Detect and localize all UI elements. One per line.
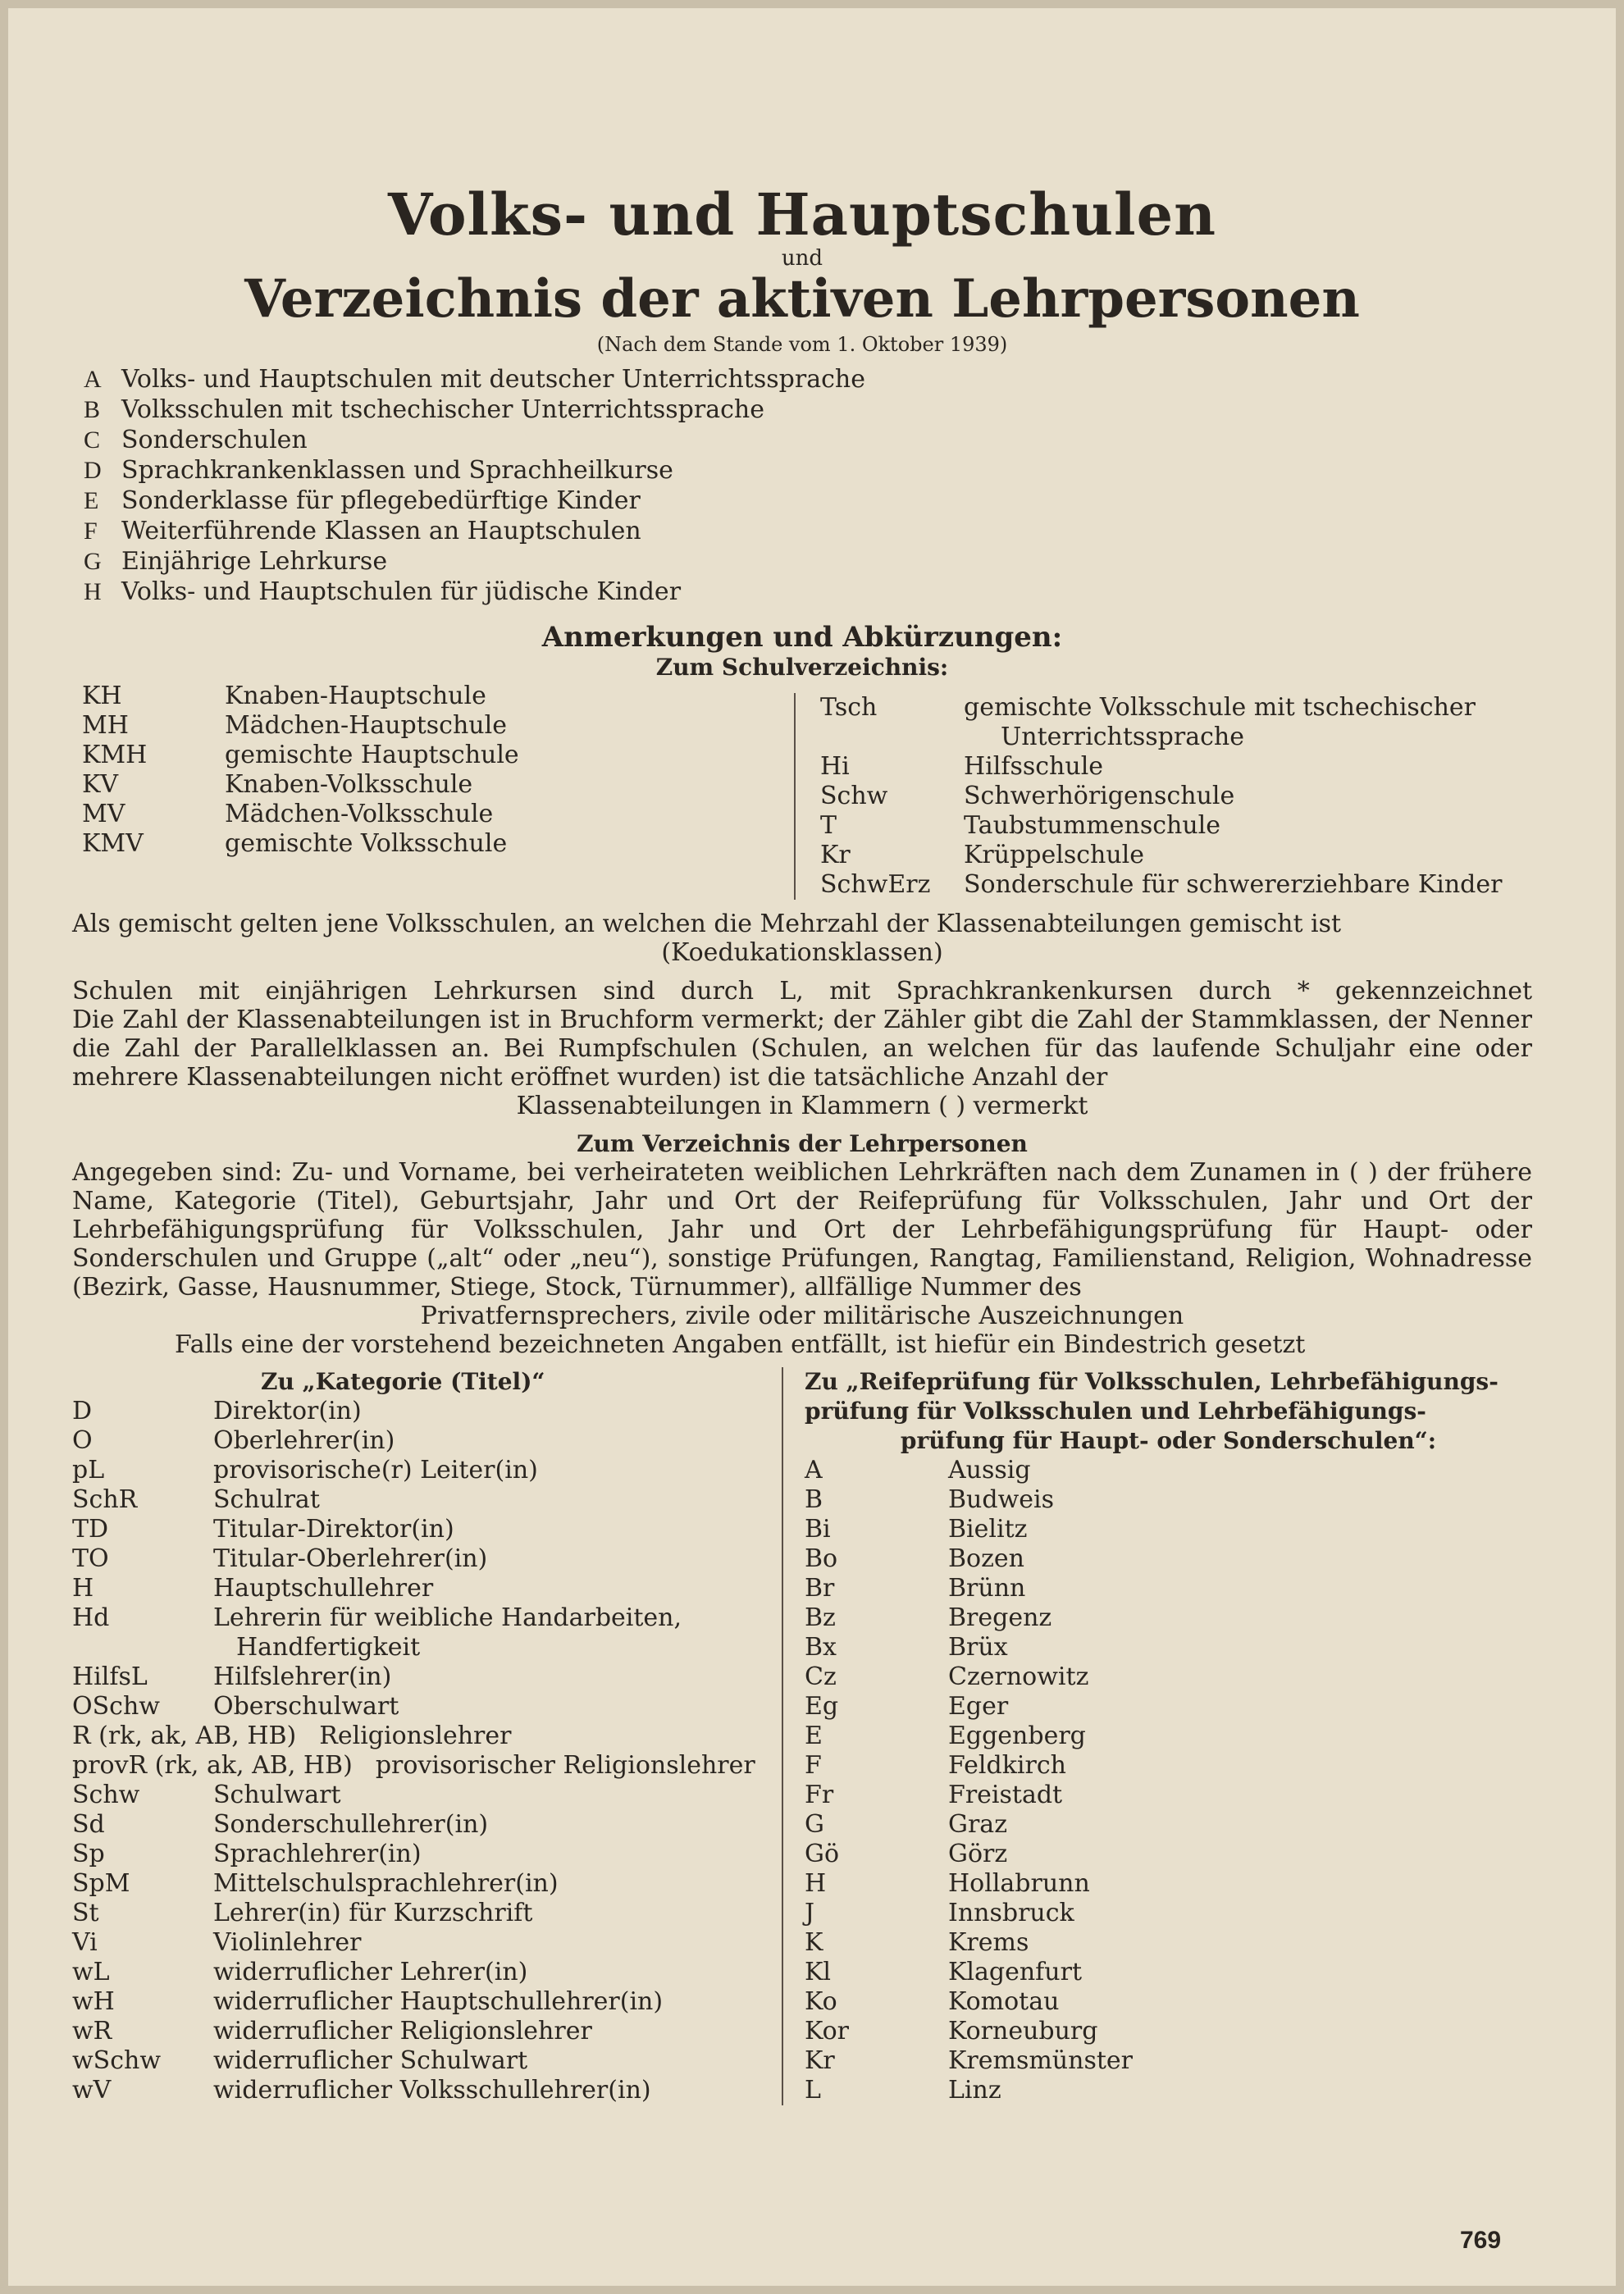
abbreviation-value: Eger <box>948 1691 1009 1721</box>
abbreviation-value: Korneuburg <box>948 2016 1098 2045</box>
category-letter: H <box>84 578 102 606</box>
abbreviation-row <box>72 1928 782 1958</box>
category-text: Sonderschulen <box>121 426 308 455</box>
abbreviation-value: Mittelschulsprachlehrer(in) <box>213 1868 559 1898</box>
abbreviation-row <box>72 2076 782 2105</box>
abbreviation-continuation <box>820 723 1532 752</box>
abbreviation-value: Lehrerin für weibliche Handarbeiten, <box>213 1603 682 1632</box>
abbreviation-key: HilfsL <box>72 1662 148 1691</box>
abbreviation-key: KMV <box>82 828 144 858</box>
gemischt-note: (Koedukationsklassen) <box>661 937 943 967</box>
abbreviation-key: B <box>805 1484 823 1514</box>
abbreviation-key: Schw <box>72 1780 140 1809</box>
abbreviation-row <box>72 1603 782 1633</box>
angegeben-text: Angegeben sind: Zu- und Vorname, bei verheirateten weiblichen Lehrkräften nach dem Zunamen in ( ) der frühere Name, Kategorie (Titel), Geburtsjahr, Jahr und Ort der Reifeprüfung für Volksschulen, Jahr und Ort der Lehrbefähigungsprüfung für Volksschulen, Jahr und Ort der Lehrbefähigungsprüfung für Haupt- oder Sonderschulen und Gruppe („alt“ oder „neu“), sonstige Prüfungen, Rangtag, Familienstand, Religion, Wohnadresse (Bezirk, Gasse, Hausnummer, Stiege, Stock, Türnummer), allfällige Nummer des <box>72 1157 1532 1302</box>
abbreviation-row <box>805 1840 1532 1869</box>
abbreviation-value: Direktor(in) <box>213 1396 362 1425</box>
abbreviation-value: Linz <box>948 2075 1001 2105</box>
category-text: Volks- und Hauptschulen für jüdische Kinder <box>121 577 682 607</box>
lehrpersonen-abbreviations <box>72 1367 1532 2105</box>
abbreviation-value: widerruflicher Volksschullehrer(in) <box>213 2075 651 2105</box>
abbreviation-row <box>805 1722 1532 1751</box>
abbreviation-key: MV <box>82 799 125 828</box>
abbreviation-value: Titular-Oberlehrer(in) <box>213 1544 488 1573</box>
abbreviation-key: TO <box>72 1544 109 1573</box>
abbreviation-row <box>820 841 1532 870</box>
abbreviation-key: Eg <box>805 1691 839 1721</box>
abbreviation-key: Kr <box>820 840 851 869</box>
abbreviation-row <box>805 1633 1532 1662</box>
abbreviation-value: gemischte Volksschule mit tschechischer <box>964 692 1476 722</box>
category-text: Einjährige Lehrkurse <box>121 547 388 577</box>
abbreviation-row <box>82 800 794 829</box>
abbreviation-value: Knaben-Hauptschule <box>225 681 486 710</box>
abbreviation-key: Bi <box>805 1514 831 1544</box>
sub-title: Verzeichnis der aktiven Lehrpersonen <box>244 268 1360 331</box>
abbreviation-key: KMH <box>82 740 148 769</box>
date-note: (Nach dem Stande vom 1. Oktober 1939) <box>596 333 1008 357</box>
category-letter: E <box>84 487 99 515</box>
abbreviation-value: Hauptschullehrer <box>213 1573 434 1603</box>
abbreviation-row <box>805 1751 1532 1781</box>
category-text: Sonderklasse für pflegebedürftige Kinder <box>121 486 641 516</box>
abbreviation-row <box>82 829 794 859</box>
abbreviation-value: Sprachlehrer(in) <box>213 1839 422 1868</box>
abbreviation-value: Oberschulwart <box>213 1691 399 1721</box>
abbreviation-row <box>72 1456 782 1485</box>
abbreviation-key: Schw <box>820 781 888 810</box>
category-item <box>84 546 1532 577</box>
schulverzeichnis-right-column <box>794 693 1532 900</box>
abbreviation-key: A <box>805 1455 823 1484</box>
paragraph-schulen <box>72 977 1532 1120</box>
category-letter: G <box>84 548 102 576</box>
abbreviation-row <box>805 1958 1532 1987</box>
abbreviation-key: G <box>805 1809 824 1839</box>
abbreviation-key: T <box>820 810 837 840</box>
abbreviation-row <box>72 2017 782 2046</box>
main-title: Volks- und Hauptschulen <box>387 180 1217 249</box>
category-text: Volksschulen mit tschechischer Unterrichtssprache <box>121 395 764 425</box>
abbreviation-value: Schulwart <box>213 1780 341 1809</box>
paragraph-gemischt <box>72 910 1532 967</box>
abbreviation-key: MH <box>82 710 129 740</box>
abbreviation-key: Bx <box>805 1632 837 1662</box>
abbreviation-key: SpM <box>72 1868 130 1898</box>
page-number: 769 <box>1460 2227 1502 2254</box>
abbreviation-row <box>72 1869 782 1899</box>
abbreviation-value: Bozen <box>948 1544 1024 1573</box>
abbreviation-key: Bz <box>805 1603 836 1632</box>
abbreviation-row <box>82 770 794 800</box>
abbreviation-value: Komotau <box>948 1986 1060 2016</box>
abbreviation-key: wH <box>72 1986 115 2016</box>
abbreviation-value: Knaben-Volksschule <box>225 769 473 799</box>
abbreviation-value: Schulrat <box>213 1484 320 1514</box>
abbreviation-row <box>805 1574 1532 1603</box>
abbreviation-row <box>72 1397 782 1426</box>
abbreviation-value: Görz <box>948 1839 1008 1868</box>
category-item <box>84 394 1532 425</box>
reife-heading-line1: Zu „Reifeprüfung für Volksschulen, Lehrbefähigungs- <box>805 1367 1499 1395</box>
abbreviation-key: KH <box>82 681 122 710</box>
kategorie-heading: Zu „Kategorie (Titel)“ <box>261 1367 545 1395</box>
abbreviation-key: provR (rk, ak, AB, HB) <box>72 1750 353 1780</box>
abbreviation-value-cont: Handfertigkeit <box>236 1632 421 1662</box>
category-letter: D <box>84 457 102 485</box>
abbreviation-row <box>805 1662 1532 1692</box>
abbreviation-row <box>72 1987 782 2017</box>
abbreviation-row <box>805 1456 1532 1485</box>
abbreviation-value: Kremsmünster <box>948 2045 1133 2075</box>
abbreviation-row <box>805 1899 1532 1928</box>
reife-heading-line3: prüfung für Haupt- oder Sonderschulen“: <box>900 1426 1437 1454</box>
abbreviation-key: Hd <box>72 1603 110 1632</box>
abbreviation-key: Vi <box>72 1927 98 1957</box>
abbreviation-value: Brüx <box>948 1632 1008 1662</box>
abbreviation-key: wL <box>72 1957 110 1986</box>
abbreviation-value: Sonderschullehrer(in) <box>213 1809 489 1839</box>
abbreviation-row <box>72 1840 782 1869</box>
abbreviation-row <box>805 1603 1532 1633</box>
abbreviation-row <box>72 1485 782 1515</box>
abbreviation-row <box>82 711 794 741</box>
abbreviation-value: Eggenberg <box>948 1721 1086 1750</box>
abbreviation-value: provisorischer Religionslehrer <box>375 1750 755 1780</box>
abbreviation-value: Hollabrunn <box>948 1868 1090 1898</box>
abbreviation-key: D <box>72 1396 93 1425</box>
abbreviation-key: E <box>805 1721 823 1750</box>
abbreviation-value: Sonderschule für schwererziehbare Kinder <box>964 869 1503 899</box>
schulen-marking-line: Schulen mit einjährigen Lehrkursen sind durch L, mit Sprachkrankenkursen durch * gekennzeichnet <box>72 976 1532 1006</box>
schulverzeichnis-abbreviations <box>72 682 1532 900</box>
abbreviation-value-cont: Unterrichtssprache <box>1001 722 1244 751</box>
title-connector: und <box>781 245 823 271</box>
category-item <box>84 577 1532 607</box>
abbreviation-key: K <box>805 1927 823 1957</box>
abbreviation-row <box>72 2046 782 2076</box>
abbreviation-row <box>820 811 1532 841</box>
category-text: Volks- und Hauptschulen mit deutscher Unterrichtssprache <box>121 365 865 394</box>
abbreviation-key: Kr <box>805 2045 835 2075</box>
abbreviation-value: Religionslehrer <box>319 1721 512 1750</box>
abbreviation-value: Oberlehrer(in) <box>213 1425 395 1455</box>
abbreviation-key: wSchw <box>72 2045 162 2075</box>
abbreviation-row <box>805 2076 1532 2105</box>
abbreviation-value: Budweis <box>948 1484 1054 1514</box>
abbreviation-key: OSchw <box>72 1691 160 1721</box>
kategorie-list <box>72 1397 782 2105</box>
abbreviation-value: Bielitz <box>948 1514 1028 1544</box>
reife-heading-line2: prüfung für Volksschulen und Lehrbefähigungs- <box>805 1397 1426 1425</box>
abbreviation-row <box>72 1958 782 1987</box>
category-letter: F <box>84 518 98 545</box>
orte-list <box>805 1456 1532 2105</box>
abbreviation-row <box>72 1544 782 1574</box>
abbreviation-key: Bo <box>805 1544 838 1573</box>
abbreviation-value: Bregenz <box>948 1603 1052 1632</box>
abbreviation-key: Kor <box>805 2016 850 2045</box>
abbreviation-value: Taubstummenschule <box>964 810 1221 840</box>
abbreviation-key: H <box>72 1573 94 1603</box>
category-letter: C <box>84 426 101 454</box>
abbreviation-key: H <box>805 1868 827 1898</box>
abbreviation-row <box>72 1781 782 1810</box>
abbreviation-row <box>72 1515 782 1544</box>
anmerkungen-heading: Anmerkungen und Abkürzungen: <box>541 621 1063 654</box>
abbreviation-row <box>72 1810 782 1840</box>
abbreviation-row <box>72 1899 782 1928</box>
abbreviation-row <box>805 1515 1532 1544</box>
category-item <box>84 516 1532 546</box>
gemischt-line: Als gemischt gelten jene Volksschulen, an welchen die Mehrzahl der Klassenabteilungen gemischt ist <box>72 909 1342 938</box>
paragraph-falls: Falls eine der vorstehend bezeichneten Angaben entfällt, ist hiefür ein Bindestrich gesetzt <box>175 1329 1306 1359</box>
abbreviation-row <box>805 2017 1532 2046</box>
abbreviation-value: Feldkirch <box>948 1750 1066 1780</box>
abbreviation-key: Hi <box>820 751 850 781</box>
abbreviation-key: KV <box>82 769 119 799</box>
reife-heading <box>805 1367 1532 1456</box>
abbreviation-value: gemischte Volksschule <box>225 828 508 858</box>
abbreviation-key: Sp <box>72 1839 105 1868</box>
abbreviation-row <box>805 1781 1532 1810</box>
abbreviation-value: Klagenfurt <box>948 1957 1082 1986</box>
abbreviation-key: J <box>805 1898 815 1927</box>
kategorie-column <box>72 1367 782 2105</box>
abbreviation-row <box>72 1722 782 1751</box>
abbreviation-value: widerruflicher Lehrer(in) <box>213 1957 528 1986</box>
abbreviation-key: Kl <box>805 1957 832 1986</box>
abbreviation-key: SchR <box>72 1484 138 1514</box>
abbreviation-row <box>72 1426 782 1456</box>
abbreviation-row <box>820 693 1532 723</box>
abbreviation-key: St <box>72 1898 99 1927</box>
abbreviation-value: Aussig <box>948 1455 1031 1484</box>
abbreviation-row <box>72 1574 782 1603</box>
abbreviation-row <box>820 870 1532 900</box>
paragraph-angegeben <box>72 1158 1532 1330</box>
abbreviation-key: pL <box>72 1455 105 1484</box>
abbreviation-row <box>805 1544 1532 1574</box>
abbreviation-value: provisorische(r) Leiter(in) <box>213 1455 538 1484</box>
abbreviation-value: Freistadt <box>948 1780 1063 1809</box>
category-text: Weiterführende Klassen an Hauptschulen <box>121 517 641 546</box>
abbreviation-row <box>805 1485 1532 1515</box>
abbreviation-key: L <box>805 2075 821 2105</box>
abbreviation-row <box>805 1810 1532 1840</box>
abbreviation-key: Fr <box>805 1780 834 1809</box>
page-content <box>72 180 1532 2105</box>
category-letter: B <box>84 396 101 424</box>
abbreviation-value: Czernowitz <box>948 1662 1089 1691</box>
abbreviation-row <box>805 1692 1532 1722</box>
schulen-klassen-text: Die Zahl der Klassenabteilungen ist in Bruchform vermerkt; der Zähler gibt die Zahl der Stammklassen, der Nenner die Zahl der Parallelklassen an. Bei Rumpfschulen (Schulen, an welchen für das laufende Schuljahr eine oder mehrere Klassenabteilungen nicht eröffnet wurden) ist die tatsächliche Anzahl der <box>72 1005 1532 1092</box>
abbreviation-row <box>72 1751 782 1781</box>
abbreviation-value: Lehrer(in) für Kurzschrift <box>213 1898 533 1927</box>
abbreviation-value: Hilfslehrer(in) <box>213 1662 392 1691</box>
abbreviation-value: Titular-Direktor(in) <box>213 1514 454 1544</box>
reife-column <box>782 1367 1532 2105</box>
abbreviation-key: Sd <box>72 1809 105 1839</box>
abbreviation-row <box>72 1692 782 1722</box>
category-text: Sprachkrankenklassen und Sprachheilkurse <box>121 456 673 486</box>
category-letter: A <box>84 366 102 394</box>
abbreviation-value: Hilfsschule <box>964 751 1104 781</box>
abbreviation-key: wV <box>72 2075 112 2105</box>
abbreviation-key: Ko <box>805 1986 837 2016</box>
abbreviation-value: Mädchen-Hauptschule <box>225 710 507 740</box>
abbreviation-value: widerruflicher Schulwart <box>213 2045 528 2075</box>
abbreviation-value: Krems <box>948 1927 1029 1957</box>
abbreviation-row <box>72 1662 782 1692</box>
abbreviation-value: Innsbruck <box>948 1898 1074 1927</box>
category-item <box>84 425 1532 455</box>
abbreviation-key: SchwErz <box>820 869 931 899</box>
category-item <box>84 364 1532 394</box>
abbreviation-value: widerruflicher Religionslehrer <box>213 2016 592 2045</box>
abbreviation-row <box>805 2046 1532 2076</box>
abbreviation-continuation <box>72 1633 782 1662</box>
abbreviation-value: Mädchen-Volksschule <box>225 799 494 828</box>
abbreviation-key: R (rk, ak, AB, HB) <box>72 1721 297 1750</box>
abbreviation-row <box>82 682 794 711</box>
abbreviation-key: Tsch <box>820 692 878 722</box>
angegeben-last: Privatfernsprechers, zivile oder militärische Auszeichnungen <box>420 1301 1184 1330</box>
abbreviation-row <box>805 1869 1532 1899</box>
category-item <box>84 486 1532 516</box>
abbreviation-key: F <box>805 1750 822 1780</box>
abbreviation-row <box>820 782 1532 811</box>
schulverzeichnis-heading: Zum Schulverzeichnis: <box>655 654 949 682</box>
abbreviation-value: Graz <box>948 1809 1007 1839</box>
abbreviation-row <box>820 752 1532 782</box>
abbreviation-row <box>805 1987 1532 2017</box>
lehrpersonen-heading: Zum Verzeichnis der Lehrpersonen <box>577 1129 1028 1157</box>
abbreviation-value: Krüppelschule <box>964 840 1145 869</box>
abbreviation-key: Cz <box>805 1662 837 1691</box>
abbreviation-value: Brünn <box>948 1573 1026 1603</box>
abbreviation-key: TD <box>72 1514 109 1544</box>
school-category-list <box>84 364 1532 607</box>
schulen-klassen-last: Klassenabteilungen in Klammern ( ) vermerkt <box>516 1091 1088 1120</box>
abbreviation-key: Gö <box>805 1839 840 1868</box>
abbreviation-value: Schwerhörigenschule <box>964 781 1235 810</box>
abbreviation-key: Br <box>805 1573 835 1603</box>
abbreviation-row <box>805 1928 1532 1958</box>
schulverzeichnis-left-column <box>72 682 794 900</box>
abbreviation-value: gemischte Hauptschule <box>225 740 519 769</box>
category-item <box>84 455 1532 486</box>
abbreviation-value: widerruflicher Hauptschullehrer(in) <box>213 1986 664 2016</box>
abbreviation-value: Violinlehrer <box>213 1927 362 1957</box>
abbreviation-row <box>82 741 794 770</box>
abbreviation-key: O <box>72 1425 93 1455</box>
abbreviation-key: wR <box>72 2016 112 2045</box>
